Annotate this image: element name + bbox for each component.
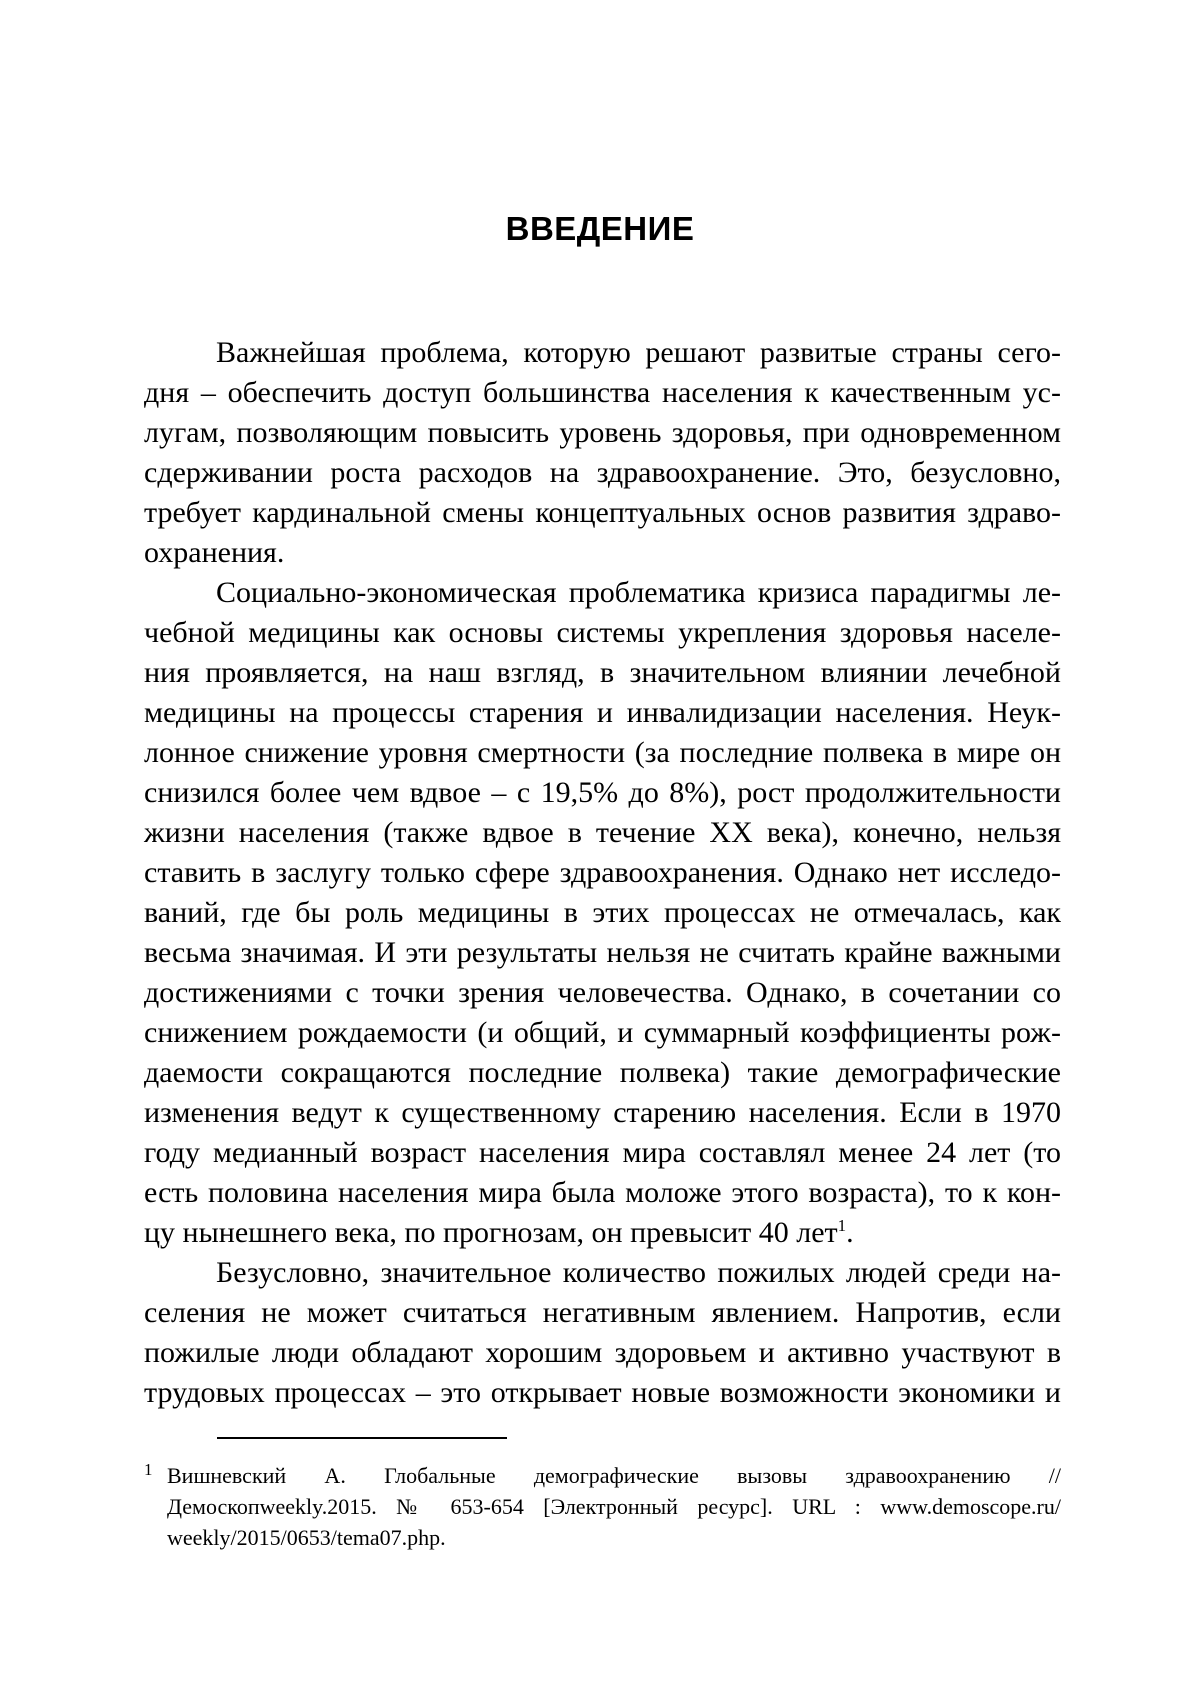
footnote-reference[interactable]: 1 [837,1216,847,1235]
text-line: селения не может считаться негативным явлением. Напротив, если [144,1296,1061,1329]
text-line: достижениями с точки зрения человечества. Однако, в сочетании со [144,976,1061,1009]
footnote-line: weekly/2015/0653/tema07.php. [167,1525,446,1550]
footnote-separator [217,1437,507,1439]
paragraph-2 [144,573,1061,1253]
text-line: даемости сокращаются последние полвека) такие демографические [144,1056,1061,1089]
text-line: году медианный возраст населения мира составлял менее 24 лет (то [144,1136,1061,1169]
footnote-line: Демоскопweekly.2015. № 653-654 [Электронный ресурс]. URL : www.demoscope.ru/ [167,1494,1061,1519]
text-line: весьма значимая. И эти результаты нельзя не считать крайне важными [144,936,1061,969]
text-line: лонное снижение уровня смертности (за последние полвека в мире он [144,736,1061,769]
text-line: есть половина населения мира была моложе этого возраста), то к кон- [144,1176,1061,1209]
footnote [144,1460,1061,1553]
text-line: сдерживании роста расходов на здравоохранение. Это, безусловно, [144,456,1061,489]
footnote-marker: 1 [144,1460,153,1479]
text-line: ния проявляется, на наш взгляд, в значительном влиянии лечебной [144,656,1061,689]
text-line: ставить в заслугу только сфере здравоохранения. Однако нет исследо- [144,856,1061,889]
text-line: охранения. [144,536,285,569]
text-line: медицины на процессы старения и инвалидизации населения. Неук- [144,696,1061,729]
text-line: снизился более чем вдвое – с 19,5% до 8%), рост продолжительности [144,776,1061,809]
text-line: жизни населения (также вдвое в течение XX века), конечно, нельзя [144,816,1061,849]
paragraph-1 [144,333,1061,573]
text-line: трудовых процессах – это открывает новые возможности экономики и [144,1376,1061,1409]
text-line: Важнейшая проблема, которую решают развитые страны сего- [216,336,1061,369]
body-text [144,333,1061,1413]
text-line: чебной медицины как основы системы укрепления здоровья населе- [144,616,1061,649]
page-title: ВВЕДЕНИЕ [505,210,695,247]
text-line: пожилые люди обладают хорошим здоровьем и активно участвуют в [144,1336,1061,1369]
text-fragment: . [846,1216,854,1249]
text-line: лугам, позволяющим повысить уровень здоровья, при одновременном [144,416,1061,449]
text-line: Безусловно, значительное количество пожилых людей среди на- [216,1256,1061,1289]
text-line: Социально-экономическая проблематика кризиса парадигмы ле- [216,576,1061,609]
text-fragment: цу нынешнего века, по прогнозам, он превысит 40 лет [144,1216,838,1249]
text-line: требует кардинальной смены концептуальных основ развития здраво- [144,496,1061,529]
text-line: изменения ведут к существенному старению населения. Если в 1970 [144,1096,1061,1129]
text-line-with-footnote [144,1213,1061,1253]
footnote-line: Вишневский А. Глобальные демографические вызовы здравоохранению // [167,1463,1061,1488]
text-line: дня – обеспечить доступ большинства населения к качественным ус- [144,376,1061,409]
text-line: снижением рождаемости (и общий, и суммарный коэффициенты рож- [144,1016,1061,1049]
text-line: ваний, где бы роль медицины в этих процессах не отмечалась, как [144,896,1061,929]
paragraph-3 [144,1253,1061,1413]
